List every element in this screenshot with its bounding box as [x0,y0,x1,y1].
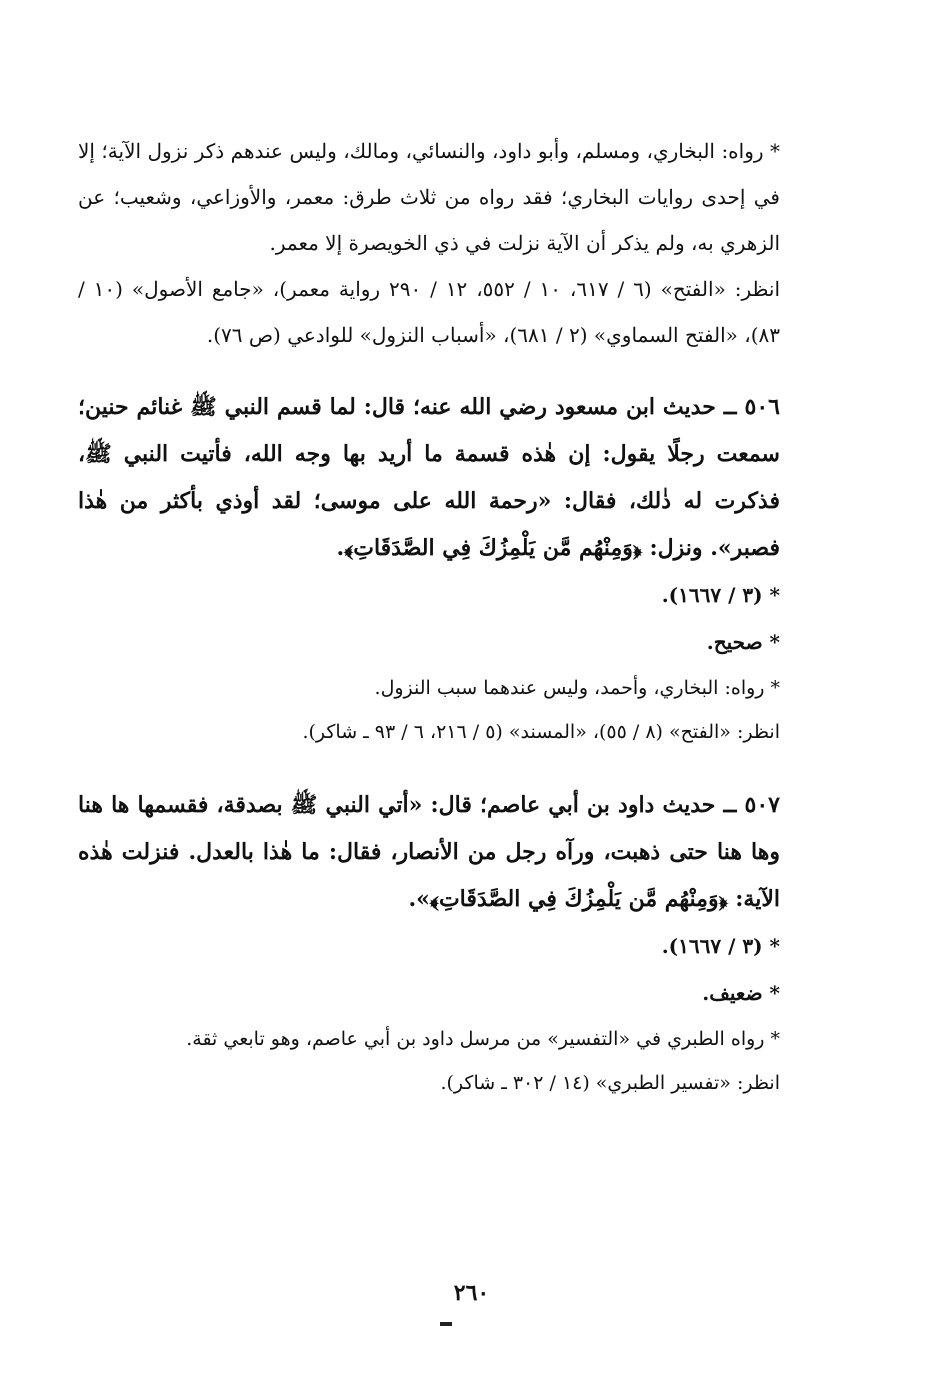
refs-note-505: انظر: «الفتح» (٦ / ٦١٧، ١٠ / ٥٥٢، ١٢ / ٢٩٠ رواية معمر)، «جامع الأصول» (١٠ / ٨٣)، «الفتح السماوي» (٢ / ٦٨١)، «أسباب النزول» للوادعي (ص ٧٦). [78,277,781,347]
hadith-507-text: ٥٠٧ ــ حديث داود بن أبي عاصم؛ قال: «أتي النبي ﷺ بصدقة، فقسمها ها هنا وها هنا حتى ذهبت، ورآه رجل من الأنصار، فقال: ما هٰذا بالعدل. فنزلت هٰذه الآية: ﴿وَمِنْهُم مَّن يَلْمِزُكَ فِي الصَّدَقَاتِ﴾». [78,792,780,912]
hadith-507-ref: * (٣ / ١٦٦٧). [661,934,780,958]
hadith-506-source: * رواه: البخاري، وأحمد، وليس عندهما سبب النزول. [374,677,780,699]
hadith-506-ref: * (٣ / ١٦٦٧). [661,583,780,607]
hadith-507-see: انظر: «تفسير الطبري» (١٤ / ٣٠٢ ـ شاكر). [440,1072,780,1094]
hadith-507-source: * رواه الطبري في «التفسير» من مرسل داود بن أبي عاصم، وهو تابعي ثقة. [186,1028,780,1050]
source-note-505: * رواه: البخاري، ومسلم، وأبو داود، والنسائي، ومالك، وليس عندهم ذكر نزول الآية؛ إلا في إحدى روايات البخاري؛ فقد رواه من ثلاث طرق: معمر، والأوزاعي، وشعيب؛ عن الزهري به، ولم يذكر أن الآية نزلت في ذي الخويصرة إلا معمر. [78,139,780,255]
hadith-506-grade: * صحيح. [706,630,780,654]
page-number: ٢٦٠ [453,1280,490,1306]
hadith-506-text: ٥٠٦ ــ حديث ابن مسعود رضي الله عنه؛ قال: لما قسم النبي ﷺ غنائم حنين؛ سمعت رجلًا يقول: إن هٰذه قسمة ما أريد بها وجه الله، فأتيت النبي ﷺ، فذكرت له ذٰلك، فقال: «رحمة الله على موسى؛ لقد أوذي بأكثر من هٰذا فصبر». ونزل: ﴿وَمِنْهُم مَّن يَلْمِزُكَ فِي الصَّدَقَاتِ﴾. [78,394,780,561]
hadith-506-see: انظر: «الفتح» (٨ / ٥٥)، «المسند» (٥ / ٢١٦، ٦ / ٩٣ ـ شاكر). [302,721,780,743]
page-body [78,128,808,1105]
page-mark-divider [440,1322,452,1326]
hadith-507-grade: * ضعيف. [702,981,780,1005]
